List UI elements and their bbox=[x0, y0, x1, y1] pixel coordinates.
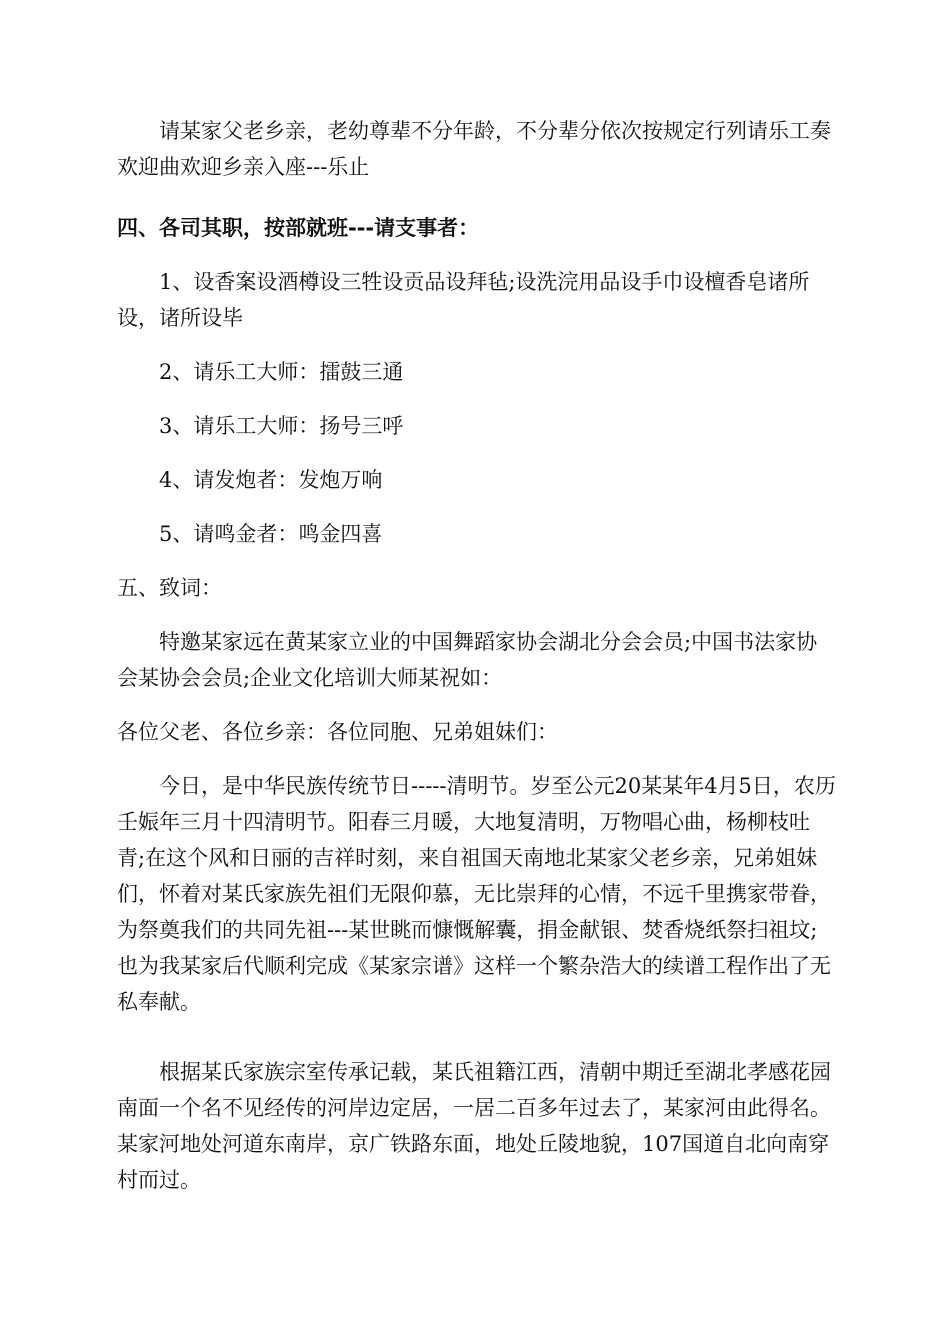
paragraph-qingming: 今日，是中华民族传统节日-----清明节。岁至公元20某某年4月5日，农历壬娠年三月十四清明节。阳春三月暖，大地复清明，万物唱心曲，杨柳枝吐青;在这个风和日丽的吉祥时刻，来自祖国天南地北某家父老乡亲，兄弟姐妹们，怀着对某氏家族先祖们无限仰慕，无比崇拜的心情，不远千里携家带眷，为祭奠我们的共同先祖---某世眺而慷慨解囊，捐金献银、焚香烧纸祭扫祖坟;也为我某家后代顺利完成《某家宗谱》这样一个繁杂浩大的续谱工程作出了无私奉献。 bbox=[117, 774, 836, 1014]
paragraph-welcome: 请某家父老乡亲，老幼尊辈不分年龄，不分辈分依次按规定行列请乐工奏欢迎曲欢迎乡亲入座---乐止 bbox=[117, 119, 831, 179]
paragraph-history: 根据某氏家族宗室传承记载，某氏祖籍江西，清朝中期迁至湖北孝感花园南面一个名不见经传的河岸边定居，一居二百多年过去了，某家河由此得名。某家河地处河道东南岸，京广铁路东面，地处丘陵地貌，107国道自北向南穿村而过。 bbox=[117, 1060, 831, 1192]
section-heading-5: 五、致词： bbox=[117, 576, 222, 600]
list-item-4: 4、请发炮者：发炮万响 bbox=[159, 468, 383, 492]
list-item-5: 5、请鸣金者：鸣金四喜 bbox=[159, 522, 383, 546]
section-heading-4: 四、各司其职，按部就班---请支事者： bbox=[117, 216, 480, 240]
paragraph-greeting: 各位父老、各位乡亲：各位同胞、兄弟姐妹们： bbox=[117, 720, 558, 744]
paragraph-invite: 特邀某家远在黄某家立业的中国舞蹈家协会湖北分会会员;中国书法家协会某协会会员;企业文化培训大师某祝如： bbox=[117, 630, 818, 690]
list-item-3: 3、请乐工大师：扬号三呼 bbox=[159, 414, 404, 438]
list-item-2: 2、请乐工大师：擂鼓三通 bbox=[159, 360, 404, 384]
list-item-1: 1、设香案设酒樽设三牲设贡品设拜毡;设洗浣用品设手巾设檀香皂诸所设，诸所设毕 bbox=[117, 270, 810, 330]
